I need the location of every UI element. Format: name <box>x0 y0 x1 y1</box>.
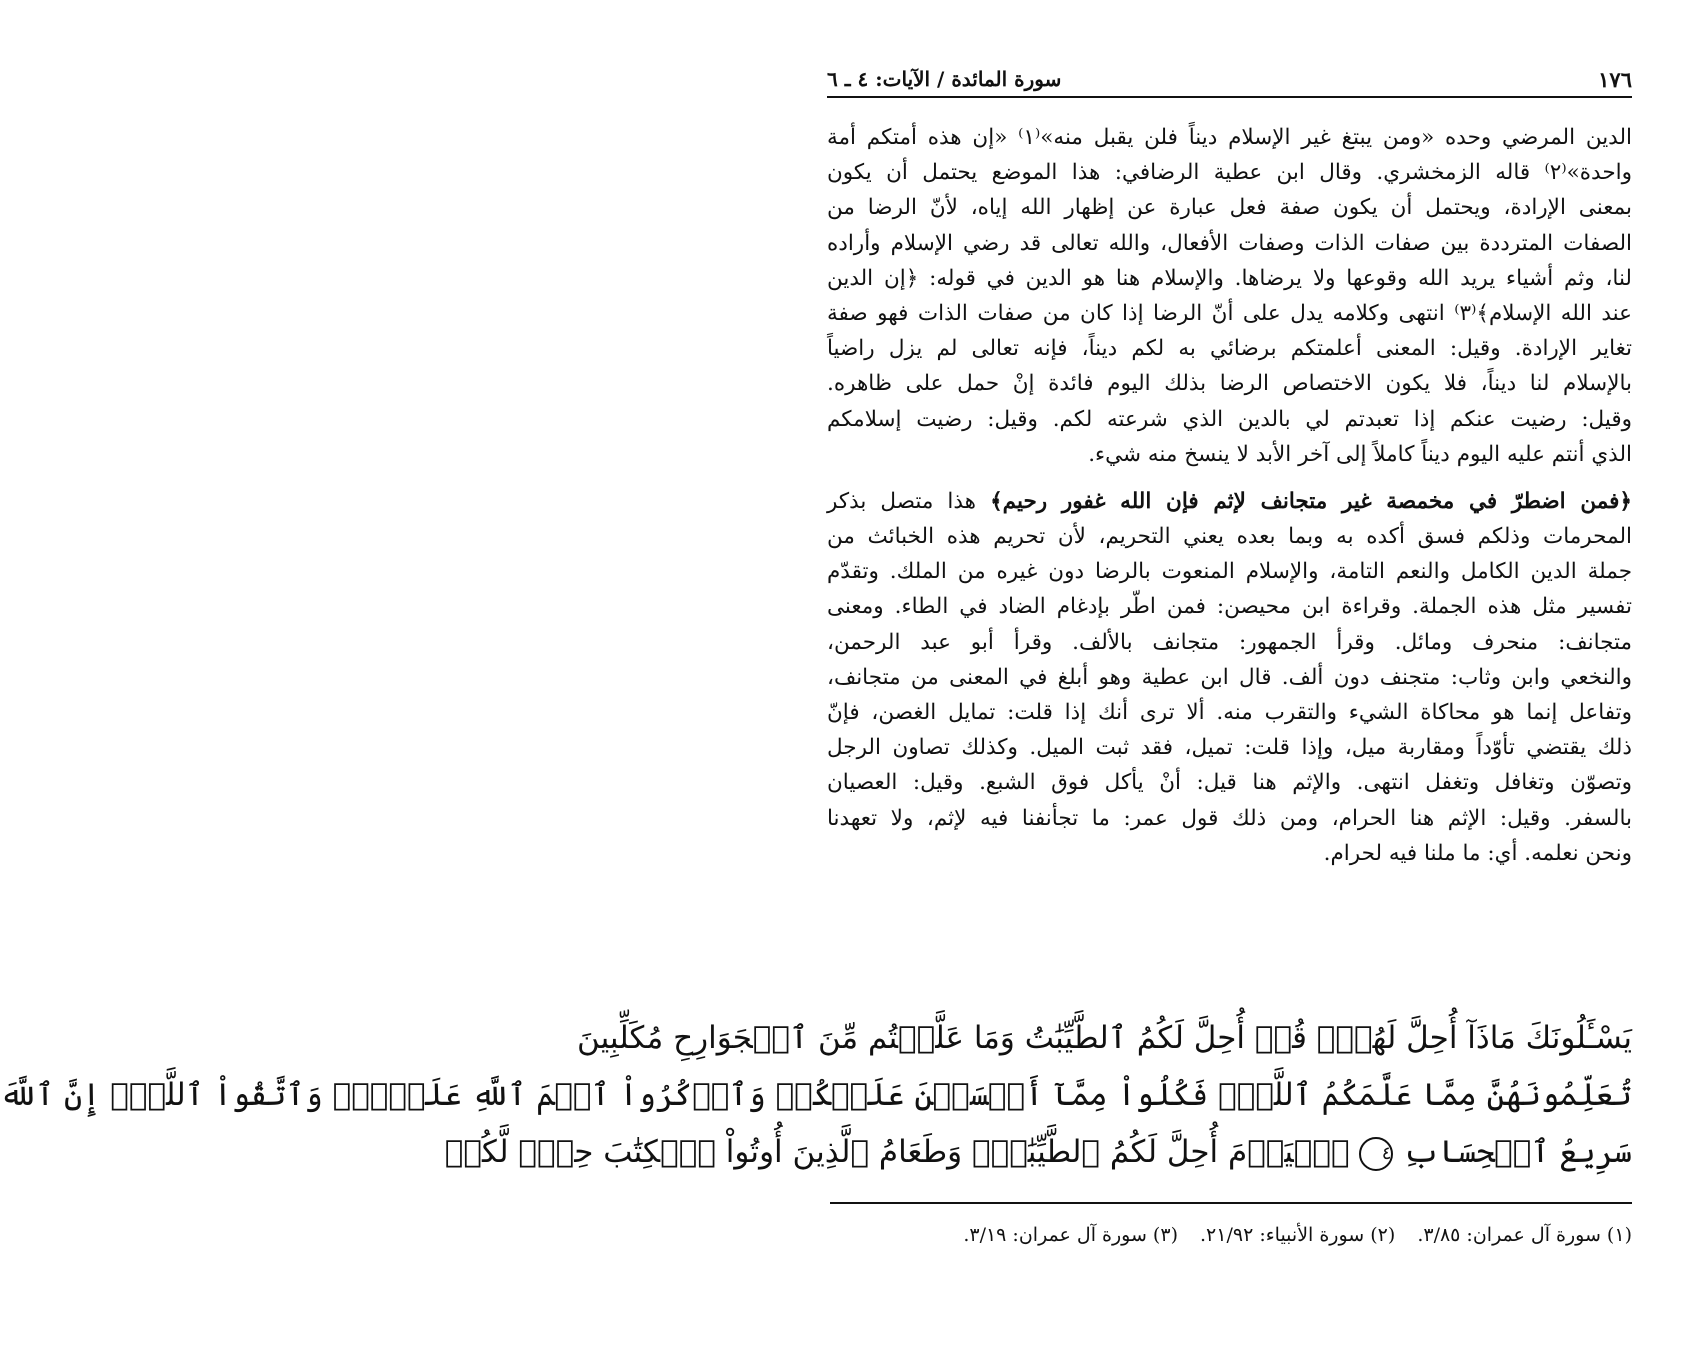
footnotes <box>827 1220 1632 1250</box>
page-header <box>827 62 1632 98</box>
text-line: بمعنى الإرادة، ويحتمل أن يكون صفة فعل عبارة عن إظهار الله إياه، لأنّ الرضا من <box>827 195 1632 221</box>
lead-line-rest: هذا متصل بذكر <box>827 488 977 514</box>
footnote: (٣) سورة آل عمران: ٣/١٩. <box>963 1224 1178 1246</box>
verse-line: يَسْـَٔلُونَكَ مَاذَآ أُحِلَّ لَهُمْۖ قُلۡ أُحِلَّ لَكُمُ ٱلطَّيِّبَٰتُ وَمَا عَلَّمۡتُم مِّنَ ٱلۡجَوَارِحِ مُكَلِّبِينَ <box>576 1020 1632 1056</box>
text-line: بالسفر. وقيل: الإثم هنا الحرام، ومن ذلك قول عمر: ما تجأنفنا فيه لإثم، ولا تعهدنا <box>827 805 1632 831</box>
text-line: جملة الدين الكامل والنعم التامة، والإسلام المنعوت بالرضا دون غيره من الملك. وتقدّم <box>827 559 1632 585</box>
text-line: لنا، وثم أشياء يريد الله وقوعها ولا يرضاها. والإسلام هنا هو الدين في قوله: ﴿إن الدين <box>827 265 1632 291</box>
text-line: ذلك يقتضي تأوّداً ومقاربة ميل، وإذا قلت: تميل، فقد ثبت الميل. وكذلك تصاون الرجل <box>827 735 1632 761</box>
running-title: سورة المائدة / الآيات: ٤ ـ ٦ <box>827 67 1062 91</box>
verse-segment: ٱلۡيَوۡمَ أُحِلَّ لَكُمُ ٱلطَّيِّبَٰتُۖ وَطَعَامُ ٱلَّذِينَ أُوتُواْ ٱلۡكِتَٰبَ حِلّٞ لَّكُمۡ <box>444 1134 1350 1170</box>
text-line: تغاير الإرادة. وقيل: المعنى أعلمتكم برضائي به لكم ديناً، فإنه تعالى لم يزل راضياً <box>827 336 1632 362</box>
verse-segment: سَرِيعُ ٱلۡحِسَابِ <box>1403 1134 1632 1170</box>
text-line: والنخعي وابن وثاب: متجنف دون ألف. قال ابن عطية وهو أبلغ في المعنى من متجانف، <box>827 664 1632 690</box>
commentary-text <box>827 120 1632 871</box>
text-line: المحرمات وذلكم فسق أكده به وبما بعده يعني التحريم، لأن تحريم هذه الخبائث من <box>827 524 1632 550</box>
verse-line <box>444 1124 1632 1181</box>
text-line: بالإسلام لنا ديناً، فلا يكون الاختصاص الرضا بذلك اليوم فائدة إنْ حمل على ظاهره. <box>827 371 1632 397</box>
text-line: الصفات المترددة بين صفات الذات وصفات الأفعال، والله تعالى قد رضي الإسلام وأراده <box>827 230 1632 256</box>
quoted-verse: ﴿فمن اضطرّ في مخمصة غير متجانف لإثم فإن الله غفور رحيم﴾ <box>990 488 1632 514</box>
paragraph-lead-line <box>827 484 1632 519</box>
paragraph-gap <box>827 472 1632 484</box>
text-line: واحدة»⁽٢⁾ قاله الزمخشري. وقال ابن عطية الرضافي: هذا الموضع يحتمل أن يكون <box>827 160 1632 186</box>
text-line: عند الله الإسلام﴾⁽٣⁾ انتهى وكلامه يدل على أنّ الرضا إذا كان من صفات الذات فهو صفة <box>827 300 1633 326</box>
text-line: الدين المرضي وحده «ومن يبتغ غير الإسلام ديناً فلن يقبل منه»⁽١⁾ «إن هذه أمتكم أمة <box>827 125 1632 150</box>
quran-verse-block <box>0 1010 1632 1181</box>
text-line: ونحن نعلمه. أي: ما ملنا فيه لحرام. <box>1323 840 1632 866</box>
verse-line: تُعَلِّمُونَهُنَّ مِمَّا عَلَّمَكُمُ ٱللَّهُۖ فَكُلُواْ مِمَّآ أَمۡسَكۡنَ عَلَيۡكُمۡ وَٱذۡكُرُواْ ٱسۡمَ ٱللَّهِ عَلَيۡهِۖ وَٱتَّقُواْ ٱللَّهَۚ إِنَّ ٱللَّهَ <box>0 1077 1632 1113</box>
page-number: ١٧٦ <box>1598 66 1632 92</box>
ayah-number-icon: ٤ <box>1359 1137 1393 1171</box>
footnote: (٢) سورة الأنبياء: ٢١/٩٢. <box>1200 1224 1396 1246</box>
footnote-divider <box>830 1202 1632 1204</box>
text-line: متجانف: منحرف ومائل. وقرأ الجمهور: متجانف بالألف. وقرأ أبو عبد الرحمن، <box>827 629 1632 655</box>
footnote: (١) سورة آل عمران: ٣/٨٥. <box>1417 1224 1632 1246</box>
text-line: وتصوّن وتغافل وتغفل انتهى. والإثم هنا قيل: أنْ يأكل فوق الشبع. وقيل: العصيان <box>827 770 1632 796</box>
text-line: وتفاعل إنما هو محاكاة الشيء والتقرب منه. ألا ترى أنك إذا قلت: تمايل الغصن، فإنّ <box>827 700 1632 725</box>
text-line: وقيل: رضيت عنكم إذا تعبدتم لي بالدين الذي شرعته لكم. وقيل: رضيت إسلامكم <box>827 406 1632 432</box>
text-line: الذي أنتم عليه اليوم ديناً كاملاً إلى آخر الأبد لا ينسخ منه شيء. <box>1088 441 1632 467</box>
text-line: تفسير مثل هذه الجملة. وقراءة ابن محيصن: فمن اطّر بإدغام الضاد في الطاء. ومعنى <box>827 594 1632 620</box>
